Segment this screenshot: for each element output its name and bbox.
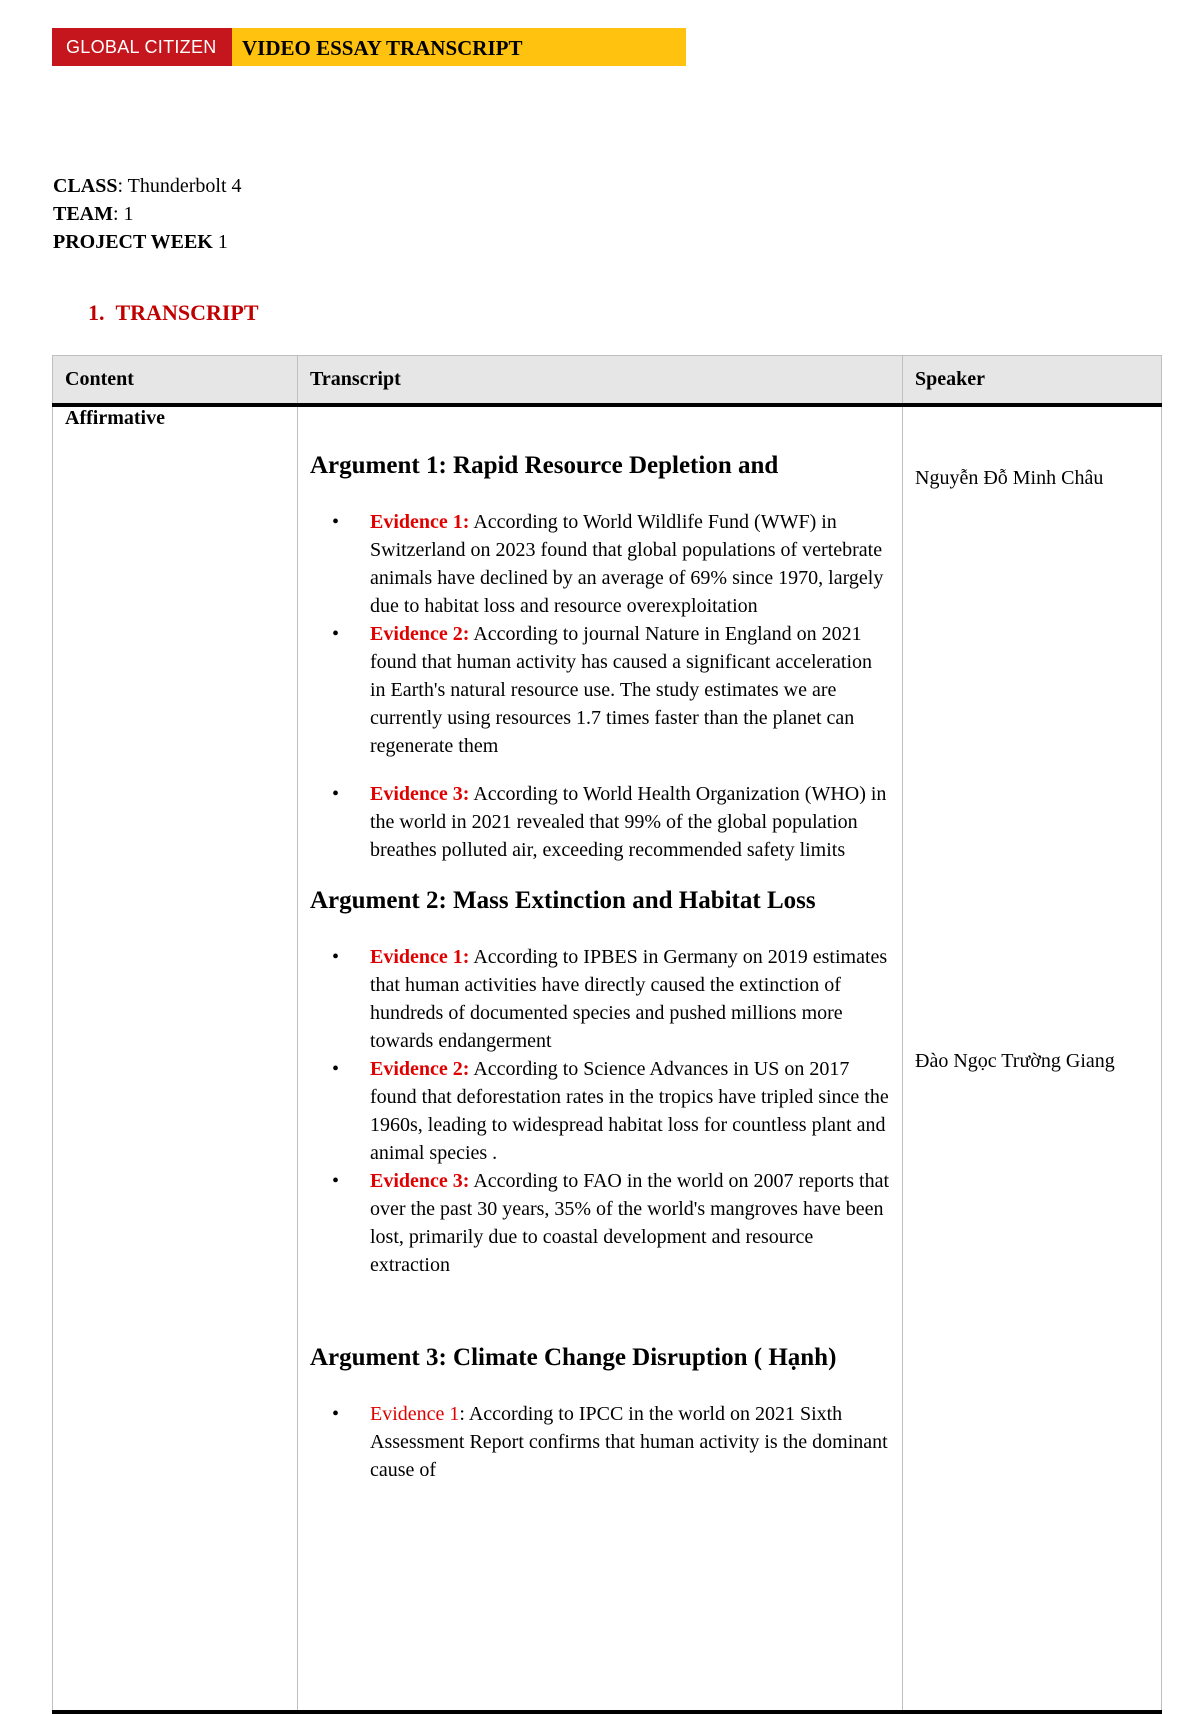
- argument-3-title: Argument 3: Climate Change Disruption ( Hạnh): [310, 1344, 837, 1371]
- content-cell: Affirmative: [53, 405, 298, 1712]
- argument-2-evidence-list: [310, 943, 890, 1279]
- team-label: TEAM: [53, 203, 113, 225]
- class-line: [53, 172, 242, 200]
- list-item: • Evidence 1: According to IPBES in Germany on 2019 estimates that human activities have directly caused the extinction of hundreds of documented species and pushed millions more towards endangerment: [370, 943, 890, 1055]
- header-banner: [52, 28, 686, 66]
- table-row: [53, 405, 1162, 1712]
- week-value: 1: [212, 231, 228, 253]
- week-label: PROJECT WEEK: [53, 231, 213, 253]
- section-heading: [88, 300, 259, 326]
- section-number: 1.: [88, 300, 105, 325]
- brand-logo: GLOBAL CITIZEN: [52, 28, 232, 66]
- list-item: • Evidence 3: According to World Health Organization (WHO) in the world in 2021 revealed that 99% of the global population breathes polluted air, exceeding recommended safety limits: [370, 780, 890, 864]
- class-label: CLASS: [53, 175, 118, 197]
- week-line: [53, 228, 242, 256]
- header-transcript: Transcript: [298, 356, 903, 406]
- argument-3-evidence-list: [310, 1400, 890, 1484]
- team-line: [53, 200, 242, 228]
- team-value: : 1: [113, 203, 134, 225]
- table-header-row: [53, 356, 1162, 406]
- list-item: • Evidence 2: According to Science Advances in US on 2017 found that deforestation rates in the tropics have tripled since the 1960s, leading to widespread habitat loss for countless plant and animal species .: [370, 1055, 890, 1167]
- list-item: • Evidence 1: According to World Wildlife Fund (WWF) in Switzerland on 2023 found that global populations of vertebrate animals have declined by an average of 69% since 1970, largely due to habitat loss and resource overexploitation: [370, 508, 890, 620]
- section-title: TRANSCRIPT: [115, 300, 259, 325]
- header-content: Content: [53, 356, 298, 406]
- speaker-2: Đào Ngọc Trường Giang: [915, 1050, 1115, 1072]
- speaker-1: Nguyễn Đỗ Minh Châu: [915, 467, 1104, 489]
- header-speaker: Speaker: [903, 356, 1162, 406]
- document-title: VIDEO ESSAY TRANSCRIPT: [232, 28, 686, 66]
- list-item: • Evidence 3: According to FAO in the world on 2007 reports that over the past 30 years, 35% of the world's mangroves have been lost, primarily due to coastal development and resource extraction: [370, 1167, 890, 1279]
- list-item: • Evidence 2: According to journal Nature in England on 2021 found that human activity has caused a significant acceleration in Earth's natural resource use. The study estimates we are currently using resources 1.7 times faster than the planet can regenerate them: [370, 620, 890, 760]
- argument-1-title: Argument 1: Rapid Resource Depletion and: [310, 452, 779, 479]
- argument-1-evidence-list: [310, 508, 890, 864]
- speaker-cell: [903, 405, 1162, 1712]
- transcript-table: [52, 355, 1162, 1714]
- list-item: • Evidence 1: According to IPCC in the world on 2021 Sixth Assessment Report confirms that human activity is the dominant cause of: [370, 1400, 890, 1484]
- transcript-cell: [298, 405, 903, 1712]
- class-value: : Thunderbolt 4: [117, 175, 242, 197]
- argument-2-title: Argument 2: Mass Extinction and Habitat Loss: [310, 887, 816, 914]
- document-meta: [53, 172, 242, 256]
